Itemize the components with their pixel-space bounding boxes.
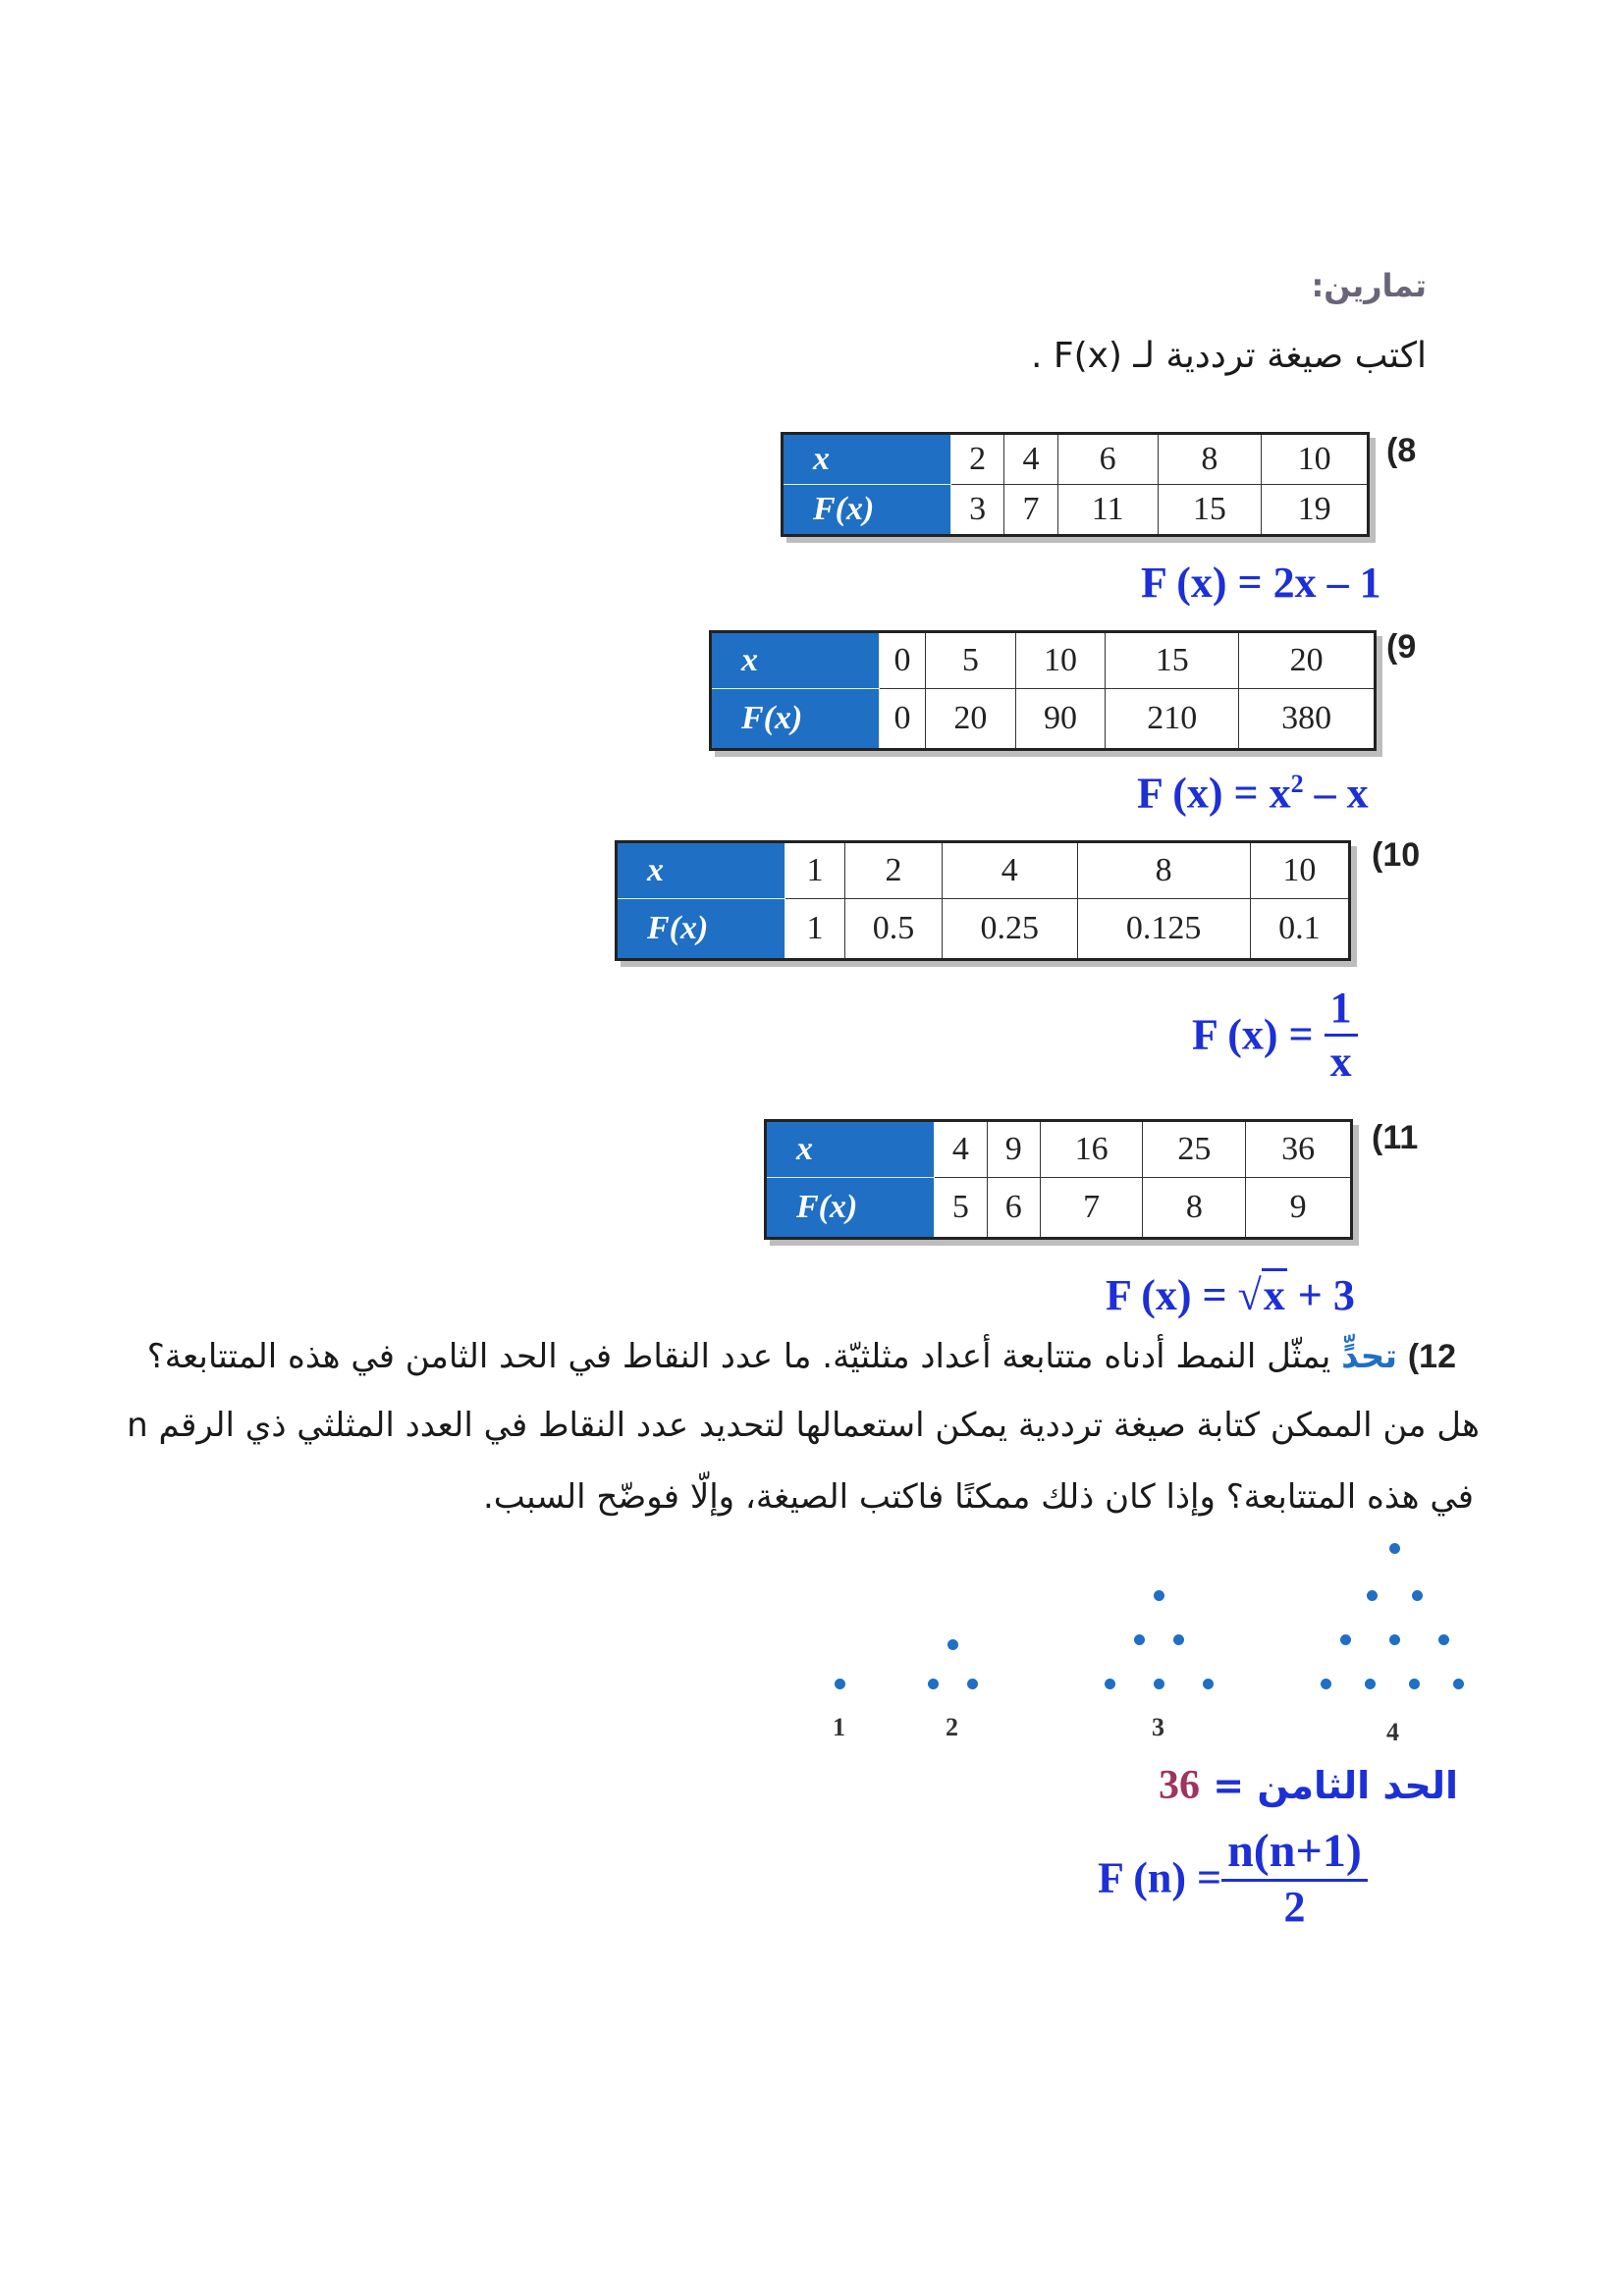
answer-8: F (x) = 2x – 1 bbox=[1141, 559, 1381, 607]
section-title: تمارين: bbox=[1311, 267, 1427, 304]
table-cell: 7 bbox=[1040, 1178, 1143, 1239]
table-cell: 15 bbox=[1158, 485, 1262, 536]
pattern-dot bbox=[835, 1679, 845, 1689]
fraction-numerator: n(n+1) bbox=[1221, 1828, 1368, 1882]
question-number-10: (10 bbox=[1372, 836, 1421, 874]
table-cell: 0.125 bbox=[1077, 899, 1250, 960]
table-cell: 11 bbox=[1057, 485, 1158, 536]
answer-10 bbox=[1192, 984, 1358, 1086]
sqrt-symbol: √x bbox=[1238, 1274, 1287, 1317]
closed-formula bbox=[1098, 1825, 1368, 1931]
table-cell: 210 bbox=[1106, 689, 1239, 750]
table-cell: 0.1 bbox=[1250, 899, 1349, 960]
table-cell: 8 bbox=[1158, 434, 1262, 485]
pattern-dot bbox=[928, 1679, 939, 1689]
table-cell: 4 bbox=[942, 842, 1077, 899]
q12-line-3: في هذه المتتابعة؟ وإذا كان ذلك ممكنًا فاكتب الصيغة، وإلّا فوضّح السبب. bbox=[482, 1477, 1474, 1517]
value-table-9 bbox=[709, 630, 1377, 751]
instruction-text: اكتب صيغة ترددية لـ F(x) . bbox=[1030, 336, 1427, 376]
table-cell: 10 bbox=[1015, 632, 1106, 689]
table-cell: 25 bbox=[1143, 1121, 1246, 1178]
value-table-11 bbox=[764, 1119, 1353, 1240]
pattern-dot bbox=[947, 1639, 958, 1650]
table-cell: 2 bbox=[951, 434, 1004, 485]
table-cell: 3 bbox=[951, 485, 1004, 536]
answer-9-exponent: 2 bbox=[1290, 770, 1304, 798]
pattern-dot bbox=[1203, 1679, 1214, 1689]
pattern-dot bbox=[1453, 1679, 1464, 1689]
pattern-dot bbox=[1365, 1679, 1376, 1689]
value-table-10 bbox=[615, 840, 1351, 961]
table-cell: 1 bbox=[785, 899, 845, 960]
table-cell: 5 bbox=[926, 632, 1016, 689]
pattern-dot bbox=[1321, 1679, 1331, 1689]
table-cell: 16 bbox=[1040, 1121, 1143, 1178]
answer-9 bbox=[1137, 769, 1369, 818]
question-number-11: (11 bbox=[1372, 1119, 1419, 1156]
challenge-label: تحدٍّ bbox=[1341, 1337, 1398, 1376]
table-cell: 6 bbox=[1057, 434, 1158, 485]
table-header-fx: F(x) bbox=[783, 485, 951, 536]
table-cell: 4 bbox=[1004, 434, 1057, 485]
fraction-numerator: 1 bbox=[1325, 987, 1358, 1037]
table-cell: 10 bbox=[1250, 842, 1349, 899]
formula-lhs: F (n) = bbox=[1098, 1853, 1222, 1902]
answer-11-rest: + 3 bbox=[1286, 1271, 1355, 1319]
table-cell: 6 bbox=[987, 1178, 1040, 1239]
value-table-8 bbox=[781, 432, 1370, 537]
eighth-term-answer bbox=[1159, 1762, 1458, 1809]
answer-10-fraction bbox=[1325, 984, 1358, 1086]
pattern-label: 3 bbox=[1152, 1713, 1164, 1741]
pattern-dot bbox=[1412, 1590, 1423, 1601]
table-header-x: x bbox=[783, 434, 951, 485]
table-cell: 20 bbox=[1239, 632, 1376, 689]
q12-text-1: يمثّل النمط أدناه متتابعة أعداد مثلثيّة. ما عدد النقاط في الحد الثامن في هذه المتتابعة؟ bbox=[146, 1337, 1331, 1376]
table-cell: 7 bbox=[1004, 485, 1057, 536]
table-cell: 380 bbox=[1239, 689, 1376, 750]
answer-10-lhs: F (x) = bbox=[1192, 1010, 1325, 1059]
answer-9-rest: – x bbox=[1303, 769, 1369, 818]
pattern-dot bbox=[1409, 1679, 1420, 1689]
table-header-x: x bbox=[617, 842, 785, 899]
table-cell: 8 bbox=[1143, 1178, 1246, 1239]
fraction-denominator: 2 bbox=[1283, 1883, 1306, 1931]
pattern-dot bbox=[1389, 1634, 1400, 1645]
pattern-dot bbox=[1134, 1634, 1145, 1645]
pattern-dot bbox=[967, 1679, 978, 1689]
table-cell: 19 bbox=[1262, 485, 1369, 536]
table-header-x: x bbox=[766, 1121, 935, 1178]
table-cell: 15 bbox=[1106, 632, 1239, 689]
q12-line-2: هل من الممكن كتابة صيغة ترددية يمكن استعمالها لتحديد عدد النقاط في العدد المثلثي ذي الرقم n bbox=[127, 1406, 1480, 1445]
eighth-term-label: الحد الثامن = bbox=[1213, 1764, 1458, 1807]
triangular-dot-pattern bbox=[766, 1531, 1492, 1757]
table-cell: 8 bbox=[1077, 842, 1250, 899]
table-cell: 1 bbox=[785, 842, 845, 899]
pattern-dot bbox=[1105, 1679, 1115, 1689]
question-number-12: 12) bbox=[1407, 1338, 1456, 1375]
pattern-dot bbox=[1367, 1590, 1378, 1601]
eighth-term-value: 36 bbox=[1159, 1763, 1201, 1808]
pattern-dot bbox=[1154, 1590, 1164, 1601]
table-cell: 4 bbox=[935, 1121, 988, 1178]
pattern-label: 2 bbox=[946, 1713, 958, 1741]
sqrt-radicand: x bbox=[1262, 1268, 1287, 1319]
pattern-label: 1 bbox=[833, 1713, 845, 1741]
table-cell: 0.25 bbox=[942, 899, 1077, 960]
table-cell: 0.5 bbox=[845, 899, 943, 960]
pattern-label: 4 bbox=[1386, 1718, 1399, 1746]
q12-line-1 bbox=[147, 1337, 1456, 1376]
table-cell: 10 bbox=[1262, 434, 1369, 485]
table-header-fx: F(x) bbox=[617, 899, 785, 960]
answer-11 bbox=[1106, 1271, 1355, 1319]
table-cell: 0 bbox=[880, 632, 926, 689]
table-header-fx: F(x) bbox=[711, 689, 880, 750]
table-cell: 36 bbox=[1246, 1121, 1352, 1178]
table-cell: 9 bbox=[987, 1121, 1040, 1178]
table-cell: 2 bbox=[845, 842, 943, 899]
table-header-x: x bbox=[711, 632, 880, 689]
table-header-fx: F(x) bbox=[766, 1178, 935, 1239]
pattern-dot bbox=[1340, 1634, 1351, 1645]
table-cell: 9 bbox=[1246, 1178, 1352, 1239]
pattern-dot bbox=[1389, 1543, 1400, 1554]
table-cell: 90 bbox=[1015, 689, 1106, 750]
formula-fraction bbox=[1221, 1825, 1368, 1931]
pattern-dot bbox=[1154, 1679, 1164, 1689]
question-number-8: (8 bbox=[1386, 432, 1417, 469]
answer-11-lhs: F (x) = bbox=[1106, 1271, 1238, 1319]
pattern-dot bbox=[1438, 1634, 1449, 1645]
table-cell: 0 bbox=[880, 689, 926, 750]
table-cell: 5 bbox=[935, 1178, 988, 1239]
pattern-dot bbox=[1173, 1634, 1184, 1645]
answer-9-lhs: F (x) = x bbox=[1137, 769, 1291, 818]
fraction-denominator: x bbox=[1329, 1038, 1352, 1086]
question-number-9: (9 bbox=[1386, 628, 1417, 666]
table-cell: 20 bbox=[926, 689, 1016, 750]
